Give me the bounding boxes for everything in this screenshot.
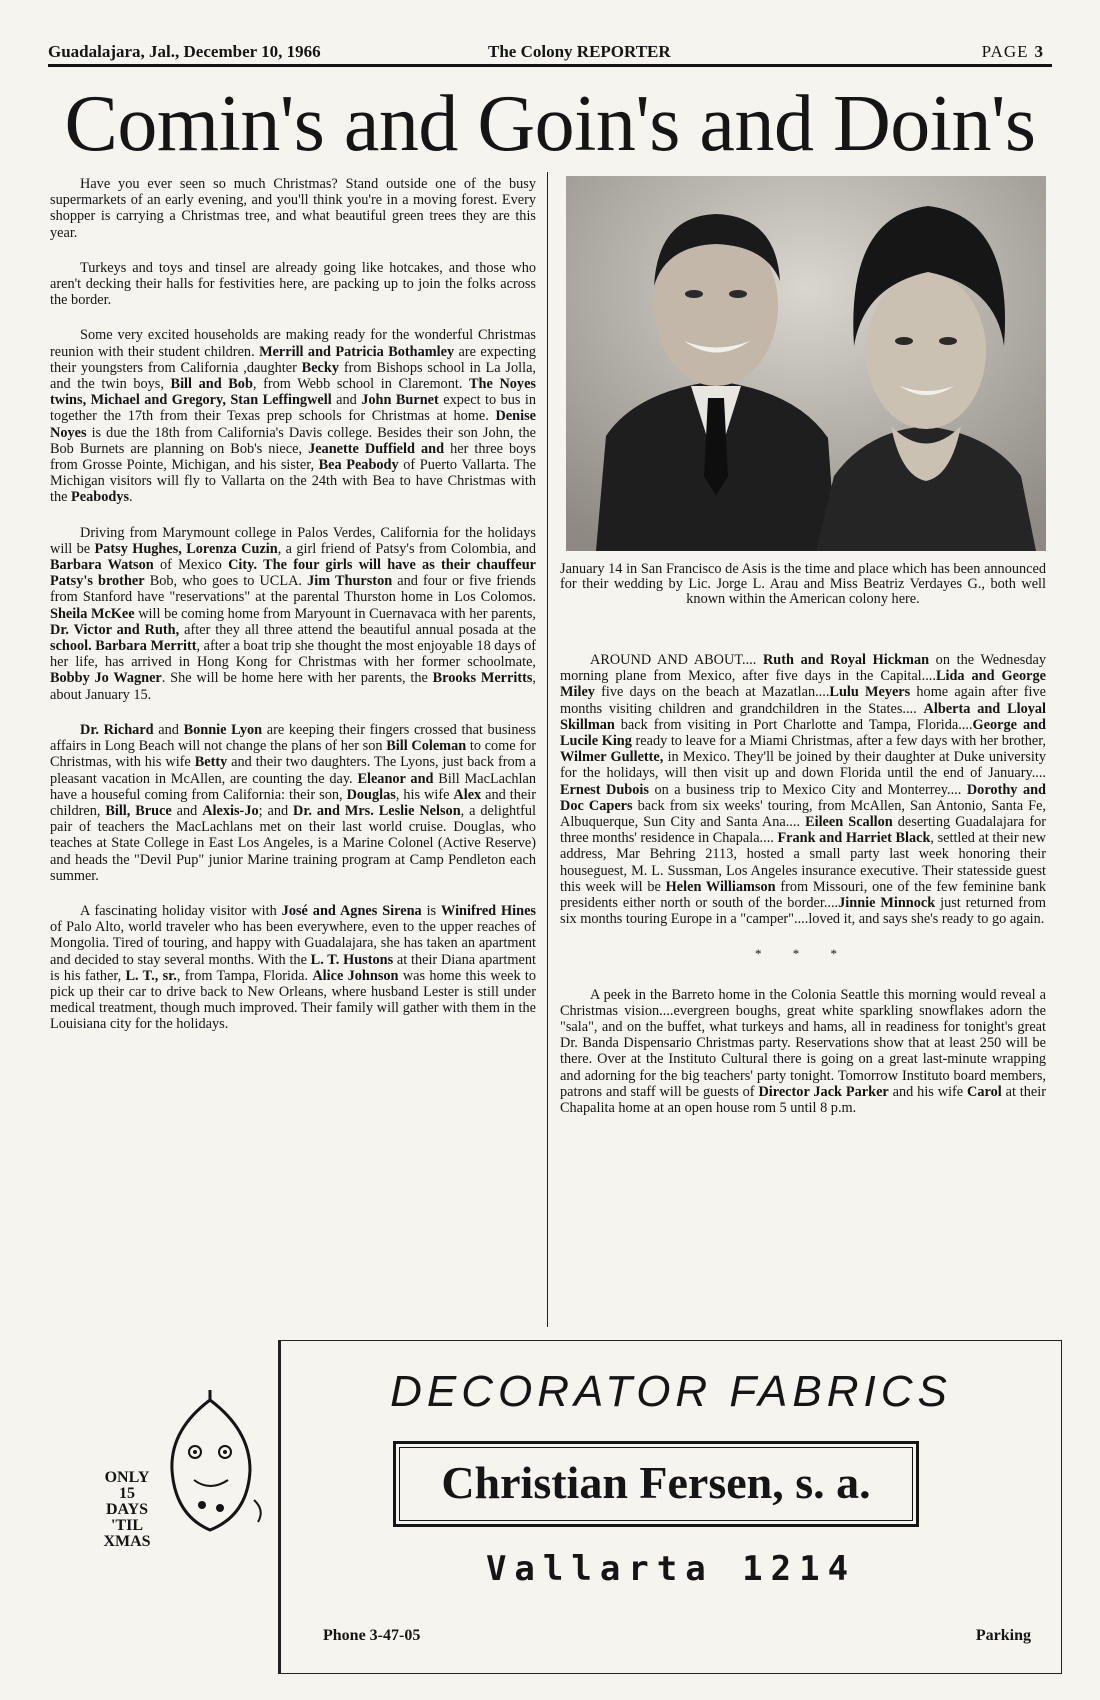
page-header [48, 40, 1052, 67]
right-column-paragraph: AROUND AND ABOUT.... Ruth and Royal Hickman on the Wednesday morning plane from Mexico, after five days in the Capital....Lida and George Miley five days on the beach at Mazatlan....Lulu Meyers home again after five months visiting children and grandchildren in the States.... Alberta and Lloyal Skillman back from visiting in Port Charlotte and Tampa, Florida....George and Lucile King ready to leave for a Miami Christmas, after a few days with her brother, Wilmer Gullette, in Mexico. They'll be joined by their daughter at Duke university for the holidays, will then visit up and down Florida until the end of January.... Ernest Dubois on a business trip to Mexico City and Monterrey.... Dorothy and Doc Capers back from six weeks' touring, from McAllen, San Antonio, Santa Fe, Albuquerque, Sun City and Santa Ana.... Eileen Scallon deserting Guadalajara for three months' residence in Chapala.... Frank and Harriet Black, settled at their new address, Mar Behring 2113, hosted a small party last week honoring their houseguest, M. L. Sussman, Los Angeles insurance executive. Their statesside guest this week will be Helen Williamson from Missouri, one of the few feminine bank presidents either north or south of the border....Jinnie Minnock just returned from six months touring Europe in a "camper"....loved it, and says she's ready to go again. [560, 652, 1047, 928]
ad-address: Vallarta 1214 [485, 1549, 857, 1589]
ad-title: DECORATOR FABRICS [390, 1367, 952, 1416]
headline: Comin's and Goin's and Doin's [64, 80, 1036, 168]
xmas-countdown-line: DAYS [105, 1501, 149, 1518]
ad-company-name: Christian Fersen, s. a. [441, 1457, 871, 1508]
ad-name-box [393, 1441, 919, 1527]
page-number: PAGE 3 [981, 42, 1044, 61]
paper-name: The Colony REPORTER [488, 42, 671, 61]
section-separator: * * * [755, 946, 851, 962]
xmas-countdown-line: XMAS [103, 1533, 151, 1550]
ad-phone: Phone 3-47-05 [323, 1627, 421, 1644]
xmas-countdown-line: 'TIL [110, 1517, 143, 1534]
column-divider [547, 172, 548, 1327]
left-column-paragraph: Have you ever seen so much Christmas? Stand outside one of the busy supermarkets of an early evening, and you'll think you're in a moving forest. Every shopper is carrying a Christmas tree, and what beautiful green trees they are this year. [50, 176, 536, 241]
left-column [50, 176, 536, 1052]
left-column-paragraph: Some very excited households are making ready for the wonderful Christmas reunion with their student children. Merrill and Patricia Bothamley are expecting their youngsters from California ,daughter Becky from Bishops school in La Jolla, and the twin boys, Bill and Bob, from Webb school in Claremont. The Noyes twins, Michael and Gregory, Stan Leffingwell and John Burnet expect to bus in together the 17th from their Texas prep schools for Christmas at home. Denise Noyes is due the 18th from California's Davis college. Besides their son John, the Bob Burnets are planning on Bob's niece, Jeanette Duffield and her three boys from Grosse Pointe, Michigan, and his sister, Bea Peabody of Puerto Vallarta. The Michigan visitors will fly to Vallarta on the 24th with Bea to have Christmas with the Peabodys. [50, 327, 536, 506]
ad-parking: Parking [975, 1627, 1031, 1644]
right-column-paragraph: A peek in the Barreto home in the Colonia Seattle this morning would reveal a Christmas vision....evergreen boughs, great white sparkling snowflakes adorn the "sala", and on the buffet, what turkeys and hams, all in readiness for tonight's great Dr. Banda Dispensario Christmas party. Reservations show that at least 250 will be there. Over at the Instituto Cultural there is going on a great last-minute wrapping and adorning for the big teachers' party tonight. Tomorrow Instituto board members, patrons and staff will be guests of Director Jack Parker and his wife Carol at their Chapalita home at an open house rom 5 until 8 p.m. [560, 986, 1047, 1117]
ornament-doodle-icon [150, 1390, 270, 1540]
advertisement [278, 1340, 1062, 1674]
dateline: Guadalajara, Jal., December 10, 1966 [48, 42, 321, 61]
xmas-countdown-line: 15 [119, 1485, 135, 1502]
photo-caption: January 14 in San Francisco de Asis is the time and place which has been announced for their wedding by Lic. Jorge L. Arau and Miss Beatriz Verdayes G., both well known within the American colony here. [560, 561, 1046, 607]
left-column-paragraph: A fascinating holiday visitor with José and Agnes Sirena is Winifred Hines of Palo Alto, world traveler who has been everywhere, even to the upper reaches of Mongolia. Tired of touring, and happy with Guadalajara, she has taken an apartment and decided to stay several months. With the L. T. Hustons at their Diana apartment is his father, L. T., sr., from Tampa, Florida. Alice Johnson was home this week to pick up their car to drive back to New Orleans, where husband Lester is still under medical treatment, though much improved. Their family will gather with them in the Louisiana city for the holidays. [50, 902, 537, 1033]
xmas-countdown-line: ONLY [104, 1469, 150, 1486]
right-column [560, 652, 1046, 1135]
couple-photo [566, 176, 1046, 551]
left-column-paragraph: Dr. Richard and Bonnie Lyon are keeping their fingers crossed that business affairs in Long Beach will not change the plans of her son Bill Coleman to come for Christmas, with his wife Betty and their two daughters. The Lyons, just back from a pleasant vacation in McAllen, are counting the day. Eleanor and Bill MacLachlan have a houseful coming from California: their son, Douglas, his wife Alex and their children, Bill, Bruce and Alexis-Jo; and Dr. and Mrs. Leslie Nelson, a delightful pair of teachers the MacLachlans met on their last world cruise. Douglas, who teaches at State College in East Los Angeles, is a Marine Colonel (Active Reserve) and heads the "Devil Pup" junior Marine training program at Camp Pendleton each summer. [50, 721, 537, 884]
left-column-paragraph: Driving from Marymount college in Palos Verdes, California for the holidays will be Patsy Hughes, Lorenza Cuzin, a girl friend of Patsy's from Colombia, and Barbara Watson of Mexico City. The four girls will have as their chauffeur Patsy's brother Bob, who goes to UCLA. Jim Thurston and four or five friends from Stanford have "reservations" at the parental Thurston home in Los Colomos. Sheila McKee will be coming home from Maryount in Cuernavaca with her parents, Dr. Victor and Ruth, after they all three attend the beautiful annual posada at the school. Barbara Merritt, after a boat trip she thought the most enjoyable 18 days of her life, has arrived in Hong Kong for Christmas with her former schoolmate, Bobby Jo Wagner. She will be home here with her parents, the Brooks Merritts, about January 15. [50, 524, 537, 703]
left-column-paragraph: Turkeys and toys and tinsel are already going like hotcakes, and those who aren't decking their halls for festivities here, are packing up to join the folks across the border. [50, 259, 536, 309]
